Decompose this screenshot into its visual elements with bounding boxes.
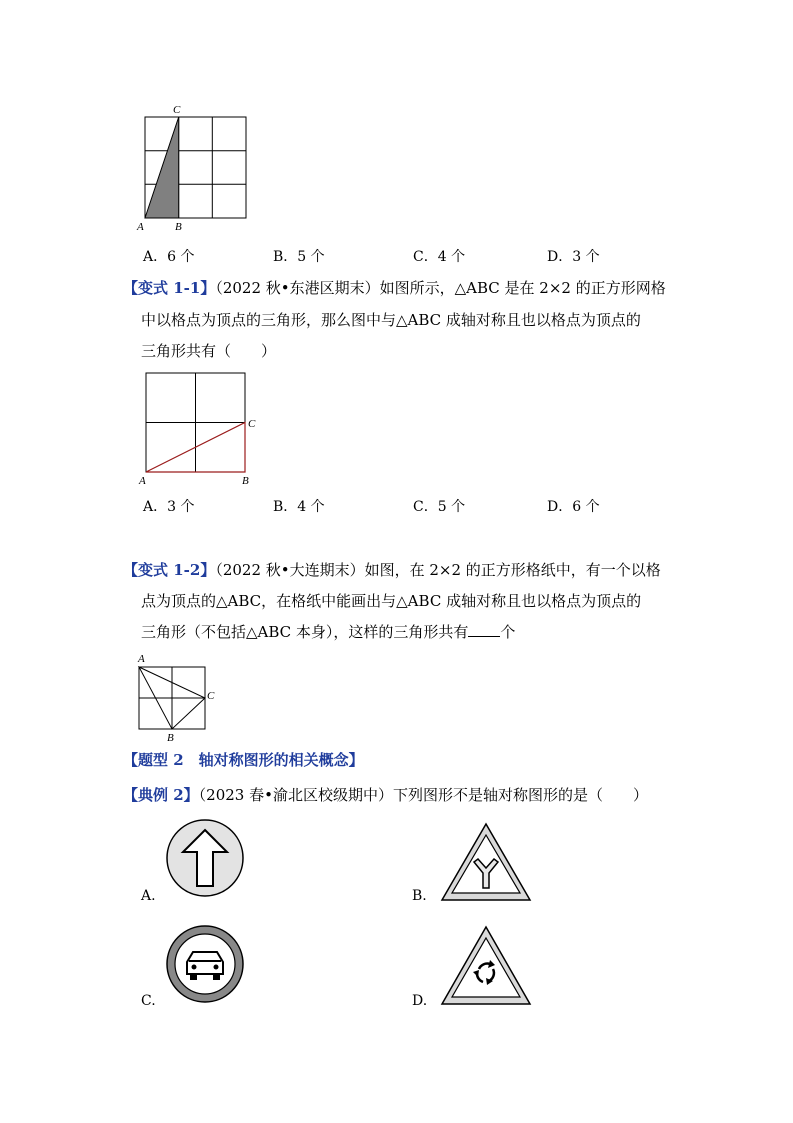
- grid-figure-2: [135, 368, 265, 490]
- option-a: A．3 个: [143, 499, 195, 515]
- question-line: 中以格点为顶点的三角形，那么图中与△ABC 成轴对称且也以格点为顶点的: [141, 311, 641, 329]
- option-c: C.: [141, 993, 156, 1009]
- option-b: B．4 个: [273, 499, 325, 515]
- question-tag: 【变式 1-2】: [123, 561, 216, 579]
- option-b: B．5 个: [273, 249, 325, 265]
- option-d: D.: [412, 993, 428, 1009]
- option-c: C．5 个: [413, 499, 466, 515]
- roundabout-warning-icon: [440, 925, 532, 1007]
- question-line-3: 三角形（不包括△ABC 本身），这样的三角形共有 个: [141, 623, 516, 641]
- option-b: B.: [412, 888, 427, 904]
- question-line: （2022 秋•大连期末）如图，在 2×2 的正方形格纸中，有一个以格: [215, 561, 661, 579]
- grid-figure-3: [132, 650, 222, 745]
- option-d: D．3 个: [547, 249, 600, 265]
- question-tag: 【变式 1-1】: [123, 279, 216, 297]
- question-line: 点为顶点的△ABC，在格纸中能画出与△ABC 成轴对称且也以格点为顶点的: [141, 592, 642, 610]
- question-1-2: [123, 560, 661, 580]
- option-d: D．6 个: [547, 499, 600, 515]
- option-a: A．6 个: [143, 249, 195, 265]
- no-car-sign-icon: [165, 924, 245, 1004]
- question-line: 三角形共有（ ）: [141, 342, 277, 360]
- option-c: C．4 个: [413, 249, 466, 265]
- example-tag: 【典例 2】: [123, 786, 199, 804]
- y-junction-warning-icon: [440, 822, 532, 902]
- label-a: A: [139, 475, 146, 487]
- label-b: B: [167, 732, 174, 744]
- label-a: A: [138, 653, 145, 665]
- answer-blank[interactable]: [468, 622, 500, 637]
- question-line: （2022 秋•东港区期末）如图所示，△ABC 是在 2×2 的正方形网格: [215, 279, 666, 297]
- label-c: C: [248, 418, 256, 430]
- option-a: A.: [141, 888, 156, 904]
- question-1-1: [123, 278, 666, 298]
- example-2: [123, 785, 648, 805]
- shaded-triangle: [145, 117, 179, 218]
- grid-figure-1: [135, 100, 255, 235]
- label-b: B: [175, 221, 182, 233]
- label-b: B: [242, 475, 249, 487]
- label-c: C: [207, 690, 215, 702]
- section-title: 【题型 2 轴对称图形的相关概念】: [123, 751, 364, 769]
- arrow-up-sign-icon: [165, 818, 245, 898]
- label-a: A: [137, 221, 144, 233]
- example-text: （2023 春•渝北区校级期中）下列图形不是轴对称图形的是（ ）: [198, 786, 648, 804]
- label-c: C: [173, 104, 181, 116]
